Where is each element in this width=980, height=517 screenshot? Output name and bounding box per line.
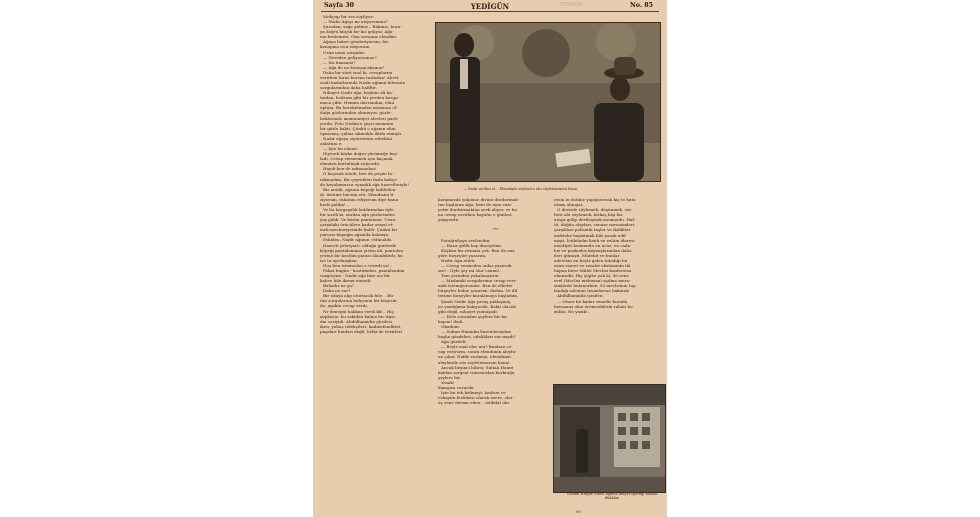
header-rule bbox=[321, 11, 659, 12]
text-line: ne çıkar. Nafile zorlama, efendimin bbox=[438, 354, 511, 360]
text-line: araya gelip dertleşmek memnudu. Haf- bbox=[554, 217, 636, 223]
text-line: Ancak beşinci bilirsi: Sultan Hamit bbox=[441, 364, 514, 370]
text-line: simlerde bulunurken, 93 meclisinin top- bbox=[554, 283, 638, 289]
text-line: — Ağa ile ne konuşacaksınız? bbox=[323, 64, 385, 70]
text-line: na cevap verirken hayalın o günleri bbox=[438, 212, 512, 218]
text-line: Daha ne var? bbox=[323, 288, 351, 294]
text-line: vekayiin fezlekesi olarak üzere, oler bbox=[438, 395, 513, 401]
text-line: — İşte bu olmaz! bbox=[323, 146, 358, 152]
library-stamp: YEDİGÜN bbox=[560, 2, 583, 8]
text-line: Ağaya haber gönderiyorum; bir bbox=[323, 39, 389, 45]
text-line: kızdı galiba!... bbox=[320, 201, 350, 207]
text-line: kaldan sergeal cimsensdan korktuğu bbox=[438, 369, 515, 375]
text-line: İşte bu tek kelimeyi, hadiset ve bbox=[441, 389, 506, 395]
text-line: O devirde söylemek, düşünmek, ser- bbox=[557, 207, 633, 213]
text-line: duğu gözlerinden okunuyor, gözle- bbox=[320, 110, 392, 116]
text-line: — Madamki sorgularıma cevap verr- bbox=[441, 278, 517, 284]
photo-shop-front bbox=[553, 384, 666, 493]
text-line: Hazreti şehriyari» olduğu günlerde bbox=[323, 242, 397, 248]
photo1-caption: — Nadir ne'dan el... Elendimle söylüsü'o altı söyletmemesi bana. bbox=[463, 187, 578, 191]
text-line: kayım! dedi. bbox=[438, 318, 464, 324]
text-line: menfiyet kuımımda en ucuz, en cada- bbox=[554, 242, 632, 248]
text-line: karşımızda yalpanız divanı durdurmak- bbox=[438, 197, 519, 202]
text-line: şüphesiz, bu sakiden kalma bir itiya- bbox=[320, 313, 396, 319]
text-line: ne yazdığıma bakıyordu. Baktı olacak bbox=[438, 303, 516, 309]
text-column-3 bbox=[554, 197, 662, 382]
text-line: şeylere bir: bbox=[438, 374, 462, 380]
text-line: Ağa gürledi: bbox=[441, 339, 467, 345]
text-line: vazgeçtim - Nadir ağa bize acı bir bbox=[320, 272, 391, 278]
text-line: mek mecburiyetinde kaldı: Çünkü bir bbox=[320, 227, 398, 233]
text-line: resin in üstüne yapıştırırsak kiç te hata bbox=[554, 197, 636, 202]
text-line: Fakat bugün - kostümden, pantalondan bbox=[323, 267, 405, 273]
text-line: O kaçmak istedi, ben de peşini bı- bbox=[323, 171, 394, 177]
text-line: landığı salonun tavanlarına bakarak bbox=[554, 288, 629, 294]
text-line: Fotoğrafçıya seslendim: bbox=[441, 237, 491, 243]
text-line: Nihayet Nadir ağa, köşkün alt ka- bbox=[323, 90, 394, 96]
text-line: köpeği pantalonumu yırtsa idi, pantolon bbox=[320, 247, 403, 253]
text-line: rakmadım. Bir çeyrekten fazla bahçe- bbox=[320, 176, 399, 182]
text-line: yerine bir kostüm parası alınabilirdi; bu bbox=[320, 252, 403, 258]
text-line: damgası vururdu. bbox=[438, 384, 475, 390]
text-line: üç sene devam eden... istibdat ida- bbox=[438, 400, 511, 406]
text-line: *** bbox=[492, 227, 499, 233]
text-line: — Siz kimsiniz? bbox=[323, 59, 356, 65]
text-line: tü, düğün alayları, cenaze merasimleri, bbox=[554, 222, 636, 228]
text-line: bavsamış olan örümceklerin rahatı bo- bbox=[554, 303, 634, 309]
text-line: de koşulumuzca oynadık ağa hazretleriyle! bbox=[320, 181, 409, 187]
text-line: Mehçup bir ses söyliyor: bbox=[323, 14, 374, 19]
text-line: — Böyle sual olur mu? Bunlara ce- bbox=[441, 344, 513, 350]
text-line: Nadir Ağa atıldı: bbox=[441, 257, 476, 263]
text-line: ziyorum, rahatını ediyorum diye bana bbox=[320, 196, 399, 202]
text-line: mişti. İstibdadın kanlı ve zulüm idaresi bbox=[554, 237, 635, 243]
text-line: — Nereden geliyorsunuz? bbox=[323, 54, 377, 60]
text-line: lue ve paskodos kaynaşlarından daha bbox=[554, 247, 632, 253]
text-line: birşeyler bulur, yazarım, dedim. Ve dil bbox=[438, 288, 518, 294]
text-line: Uzun uzun sorgular: bbox=[323, 49, 366, 55]
text-line: di, üstüme hücum etti. Efendisini ti- bbox=[320, 191, 395, 197]
text-line: tan başlaran Ağa, beni de aynı vazi- bbox=[438, 202, 513, 208]
text-line: etmiş olmayız. bbox=[554, 202, 584, 208]
text-line: öptüm. Bu hareketimden memnun ol- bbox=[320, 105, 398, 111]
text-line: Tam yerinden yakalamıştım: bbox=[441, 273, 500, 279]
text-line: Ve bu kargaşalık baldırımdan öyle bbox=[323, 206, 394, 212]
text-line: mek istemiyorsunuz. Ben de elbette bbox=[438, 283, 513, 289]
text-line: Nr denegin hakkını verdi kif... Hiç bbox=[323, 308, 394, 314]
text-line: ya doğru küçük bir kız geliyor, Ağa- bbox=[320, 29, 394, 35]
text-line: parçası köpeğin ağzında kalmıştı. bbox=[320, 232, 390, 238]
text-line: — Hele sonradan şeylere bir ba- bbox=[441, 313, 508, 319]
text-line: yette durdurmaktan zevk alıyor, ve ba- bbox=[438, 207, 519, 213]
text-line: kahve bile ikram etmedi. bbox=[320, 278, 372, 284]
text-line: Nadir ağaya ziyaretimin sebebini bbox=[323, 135, 392, 141]
text-line: Şuradan, sağa gidinir... Bakınız, bura- bbox=[323, 24, 402, 30]
text-line: verirken hiraz berzan tozladım! Ahret bbox=[320, 74, 399, 80]
text-line: aderesin en beştz gelen tuhafığı bu bbox=[554, 257, 628, 263]
text-line: elimden kurtulmak istiyordu. bbox=[320, 161, 381, 167]
text-line: kenapına rica ediyorum. bbox=[320, 44, 371, 50]
text-line: yordu. Foto Nedim'e şöyri memnun bbox=[320, 120, 394, 126]
text-line: Abdülhamidin içinden: bbox=[557, 293, 604, 299]
text-line: Okudum: bbox=[441, 323, 460, 329]
magazine-page bbox=[313, 0, 667, 517]
text-line: sın?.. Öyle şey mi olur canım!.. bbox=[438, 268, 502, 274]
page-mark: 80 bbox=[576, 509, 582, 514]
text-line: maca çıktı. Hemen davrandım, elini bbox=[320, 100, 395, 106]
text-line: Yasak! bbox=[441, 379, 455, 385]
text-line: gibi değil, nihayet yumuşadı: bbox=[438, 308, 499, 314]
text-line: evel (Meclisi mebusan) açılma mera- bbox=[554, 278, 631, 284]
text-line: best alu söylemek, birkaç kişi bir bbox=[554, 212, 623, 218]
photo2-caption: Umumi Harpte Nadir Ağanın kinçat işlettiği kahhal dükkânı bbox=[566, 492, 658, 501]
text-line: uzun eseret ve resalet ekstinsinin iki bbox=[554, 263, 631, 269]
text-line: nın beslemesi. Ona sorsanız elendim. bbox=[320, 34, 398, 40]
text-line: Köşkün bir resmini çek. Ben de ona bbox=[441, 247, 515, 253]
text-line: göre birşeyler yazarım. bbox=[438, 252, 487, 258]
text-line: — Cevap vermeden onlar yazacak- bbox=[441, 263, 513, 269]
text-column-1 bbox=[320, 14, 431, 514]
text-line: ileri gitmişti. Mütehit ve bunlar bbox=[554, 252, 620, 258]
text-line: Haydi ben de arkasından! bbox=[323, 166, 377, 172]
magazine-title: YEDİGÜN bbox=[470, 2, 510, 11]
text-line: yaşıyordu. bbox=[438, 217, 460, 223]
text-column-2 bbox=[438, 197, 553, 514]
text-line: bir sırıtlı ki, ısırılan ağa gözlerinden bbox=[320, 212, 395, 218]
text-line: çarşıkları polisatik taşlar ve ikilikleri bbox=[554, 227, 631, 233]
text-line: de, ayakta cevap verdi. bbox=[320, 303, 369, 309]
text-line: — Nadir Ağayı mı arıyorsunuz? bbox=[323, 19, 388, 25]
text-line: Diyerek köşke doğru yürümeğe baş- bbox=[323, 151, 399, 157]
text-line: ise ta ayrılmışken. bbox=[320, 257, 358, 263]
text-line: terime birşeyler karalamaya başladım. bbox=[438, 293, 519, 299]
text-line: çarşıdaki örücülere kadar arayıt et- bbox=[320, 222, 394, 228]
text-line: mektebe başlatmak bile yasak edil- bbox=[554, 232, 627, 238]
text-line: bapna birer Millet Meclisi konferensı bbox=[554, 268, 632, 274]
text-line: Eskiden, Nadir ağanın «Münalda bbox=[323, 237, 392, 243]
text-line: dın cariyidi. Abdülhamidin gözdesi bbox=[320, 318, 392, 324]
text-line: tından, bodrum gibi bir yerden kurgu- bbox=[320, 95, 400, 101]
text-line: aleyhinde söz söyletemezsin bana!. bbox=[438, 359, 512, 365]
text-line: Bir aralık, ağanın köpeği hiddetlen- bbox=[323, 186, 397, 192]
text-line: zuldu. Ne yazık!.. bbox=[554, 308, 591, 314]
text-line: — Oturu bu kadar senedir burada bbox=[557, 298, 628, 304]
text-line: — Hazır gidik bay dinciyelim. bbox=[441, 242, 503, 248]
text-line: başka gözdeleri, odalıkları var mıydı? bbox=[438, 334, 516, 340]
text-line: olmasıdır. Hiç şüphe yok ki, 36 sene bbox=[554, 273, 629, 279]
text-line: anlattım e: bbox=[320, 140, 343, 146]
text-line: Daha bir sürü sual ki, cevaplarını bbox=[323, 69, 393, 75]
text-line: Bir odaya alıp oturtacak bile... Bü- bbox=[323, 293, 395, 299]
issue-number: No. 85 bbox=[630, 2, 653, 9]
text-line: tün sorgularına bahçenin bir köşesin- bbox=[320, 298, 398, 304]
text-line: Şimdi Nadir Ağa yavaş yaklaşmış, bbox=[441, 298, 512, 304]
text-line: iken, yalnız tüfekçileri, kadınefendileri, bbox=[320, 323, 402, 329]
text-line: paşaları bunları değil, belki de vezirleri bbox=[320, 328, 402, 334]
text-line: sorgularından daha hafiftir. bbox=[320, 85, 377, 91]
text-line: — Sultan Hamidin haremlerinden bbox=[441, 329, 511, 335]
text-line: öpmemiş, yalnız sıkmakla iktifa etmişti. bbox=[320, 130, 403, 136]
text-line: bir gözle baktı. Çünkü o ağanın elini bbox=[320, 125, 396, 131]
photo-two-men-garden bbox=[435, 22, 661, 182]
text-line: ladı. Cevap vermemek için kaçmak, bbox=[320, 156, 394, 162]
page-number-header: Sayfa 30 bbox=[324, 2, 355, 9]
text-line: vap verirsem, sonra efendimin aleyhi- bbox=[438, 349, 517, 355]
text-line: Bahadır ne ya? bbox=[323, 283, 355, 289]
text-line: beklerinde memnuniyet alevleri parlı- bbox=[320, 115, 399, 121]
text-line: yaş geldi. Ve bütün pantalonu. Uzun- bbox=[320, 217, 397, 223]
text-line: Hoş ben istemeden o verirdi ya!.. bbox=[323, 262, 393, 268]
text-line: suali kadarlarında Nadir ağanın bilvasıta bbox=[320, 80, 406, 86]
